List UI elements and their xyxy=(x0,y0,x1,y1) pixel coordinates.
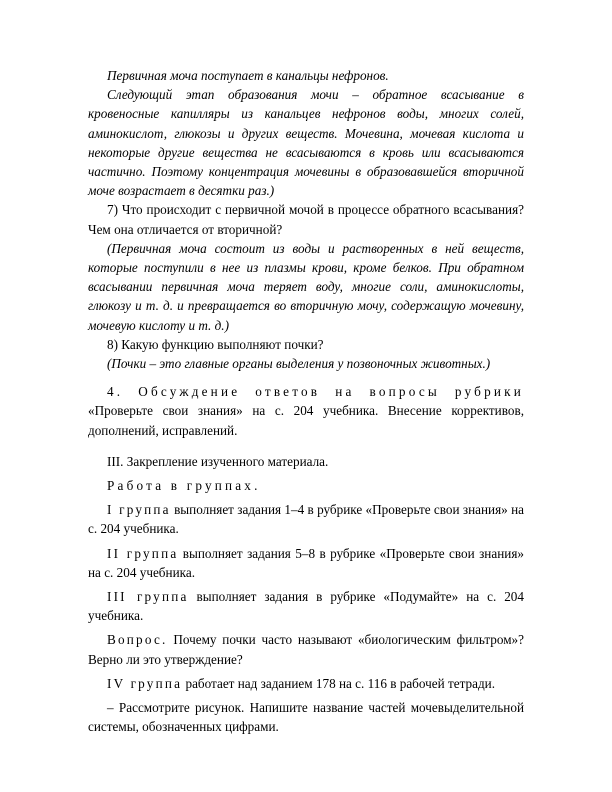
group-work-heading: Работа в группах. xyxy=(107,478,261,494)
group-3-task xyxy=(88,587,524,625)
discussion-step-4 xyxy=(88,382,524,440)
group-3-text: выполняет задания в рубрике «Подумайте» на с. 204 учебника. xyxy=(88,589,524,624)
instruction-examine-figure: – Рассмотрите рисунок. Напишите название частей мочевыделительной системы, обозначенных цифрами. xyxy=(88,700,524,735)
question-label: Вопрос. xyxy=(107,632,168,648)
answer-8: (Почки – это главные органы выделения у позвоночных животных.) xyxy=(107,356,491,372)
group-1-label: I группа xyxy=(107,502,171,518)
group-3-label: III группа xyxy=(107,589,189,605)
question-text: Почему почки часто называют «биологическим фильтром»? Верно ли это утверждение? xyxy=(88,632,524,667)
group-2-text: выполняет задания 5–8 в рубрике «Проверьте свои знания» на с. 204 учебника. xyxy=(88,545,524,580)
question-biological-filter xyxy=(88,630,524,668)
group-2-task xyxy=(88,544,524,582)
section-heading-iii: III. Закрепление изученного материала. xyxy=(107,453,329,469)
question-8: 8) Какую функцию выполняют почки? xyxy=(107,336,324,352)
group-4-task xyxy=(88,674,524,693)
group-4-text: работает над заданием 178 на с. 116 в рабочей тетради. xyxy=(185,675,496,691)
group-4-label: IV группа xyxy=(107,675,183,691)
document-body xyxy=(88,66,524,737)
discussion-step-4-text: «Проверьте свои знания» на с. 204 учебника. Внесение коррективов, дополнений, исправлений. xyxy=(88,403,524,438)
discussion-step-4-heading: 4. Обсуждение ответов на вопросы рубрики xyxy=(107,384,524,400)
paragraph-primary-urine: Первичная моча поступает в канальцы нефронов. xyxy=(107,68,389,83)
group-1-text: выполняет задания 1–4 в рубрике «Проверьте свои знания» на с. 204 учебника. xyxy=(88,502,525,537)
paragraph-reabsorption: Следующий этап образования мочи – обратное всасывание в кровеносные капилляры из канальцев нефронов воды, многих солей, аминокислот, глюкозы и других веществ. Мочевина, мочевая кислота и некоторые другие вещества не всасываются в кровь или всасываются частично. Поэтому концентрация мочевины в образовавшейся вторичной моче возрастает в десятки раз.) xyxy=(88,87,524,199)
question-7: 7) Что происходит с первичной мочой в процессе обратного всасывания? Чем она отличается от вторичной? xyxy=(88,202,524,237)
answer-7: (Первичная моча состоит из воды и растворенных в ней веществ, которые поступили в нее из плазмы крови, кроме белков. При обратном всасывании первичная моча теряет воду, многие соли, аминокислоты, глюкозу и т. д. и превращается во вторичную мочу, содержащую мочевину, мочевую кислоту и т. д.) xyxy=(88,240,524,333)
group-2-label: II группа xyxy=(107,545,179,561)
group-1-task xyxy=(88,500,524,538)
